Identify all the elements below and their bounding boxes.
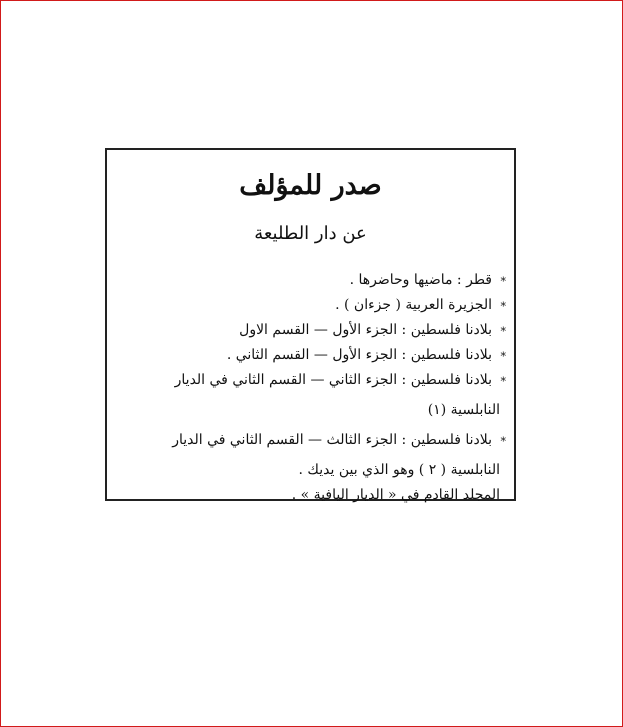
- book-title: بلادنا فلسطين : الجزء الأول — القسم الثاني .: [226, 347, 492, 363]
- book-title: بلادنا فلسطين : الجزء الأول — القسم الاول: [239, 322, 492, 338]
- book-title: قطر : ماضيها وحاضرها .: [349, 272, 492, 288]
- bullet-star-icon: *: [500, 300, 506, 313]
- book-title: الجزيرة العربية ( جزءان ) .: [335, 297, 492, 313]
- list-item: [119, 293, 506, 318]
- bullet-star-icon: *: [500, 325, 506, 338]
- next-volume-note: المجلد القادم في « الديار اليافية » .: [291, 487, 500, 503]
- book-title: بلادنا فلسطين : الجزء الثالث — القسم الثاني في الديار: [172, 432, 492, 448]
- publications-frame: [105, 148, 516, 501]
- bullet-star-icon: *: [500, 375, 506, 388]
- list-item: [119, 428, 506, 453]
- list-item: [119, 368, 506, 393]
- publisher-subtitle: عن دار الطليعة: [254, 223, 367, 244]
- book-title-continuation: النابلسية ( ٢ ) وهو الذي بين يديك .: [298, 462, 500, 478]
- list-item: [119, 268, 506, 293]
- book-title: بلادنا فلسطين : الجزء الثاني — القسم الثاني في الديار: [174, 372, 492, 388]
- list-item-continuation: [119, 458, 506, 483]
- page-title: صدر للمؤلف: [239, 170, 382, 201]
- book-title-continuation: النابلسية (١): [427, 402, 500, 418]
- list-item-continuation: [119, 398, 506, 423]
- bullet-star-icon: *: [500, 275, 506, 288]
- bullet-star-icon: *: [500, 350, 506, 363]
- bullet-star-icon: *: [500, 435, 506, 448]
- book-list: [119, 268, 506, 508]
- list-item-note: [119, 483, 506, 508]
- list-item: [119, 343, 506, 368]
- list-item: [119, 318, 506, 343]
